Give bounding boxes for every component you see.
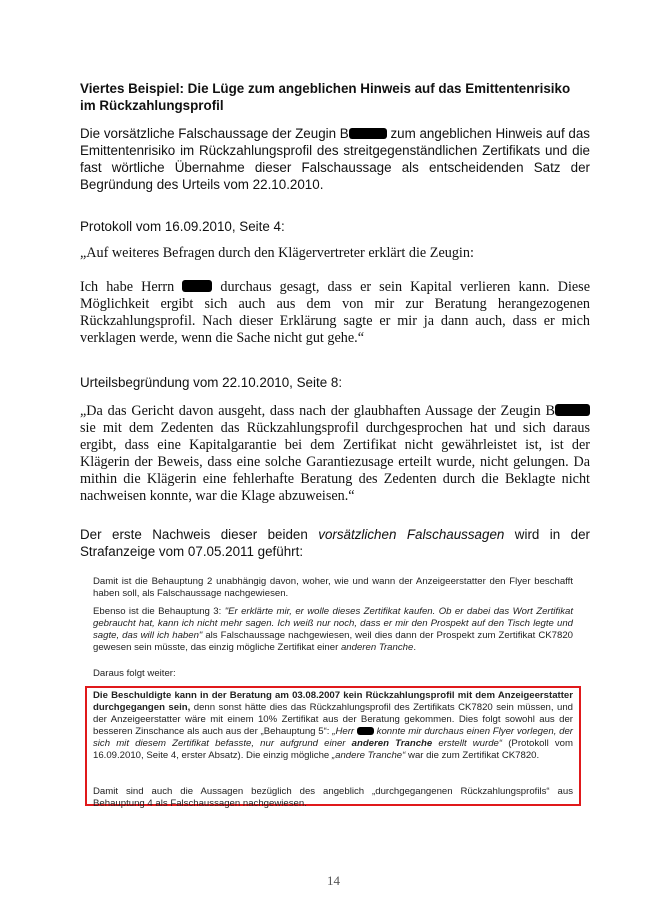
judgment-quote-end: sie mit dem Zedenten das Rückzahlungsprofil durchgesprochen hat und sich daraus ergibt, dass eine Kapitalgarantie bei dem Zertifikat nicht gewährleistet ist, ist der Klägerin der Beweis, dass eine solche Garantiezusage erteilt wurde, nicht gelungen. Da mithin die Klägerin eine fehlerhafte Beratung des Zedenten durch die Beklagte nicht nachweisen konnte, war die Klage abzuweisen.“ — [80, 420, 590, 504]
redaction-bar — [357, 727, 374, 735]
excerpt-2-tranche: anderen Tranche — [340, 642, 414, 653]
witness-quote-start: Ich habe Herrn — [80, 279, 183, 295]
redaction-bar — [555, 404, 590, 416]
excerpt-paragraph-3: Daraus folgt weiter: — [93, 668, 176, 679]
highlighted-andere-tranche: „andere Tranche“ — [331, 750, 406, 761]
excerpt-paragraph-5: Damit sind auch die Aussagen bezüglich des angeblich „durchgegangenen Rückzahlungsprofils“ aus Behauptung 4 als Falschaussagen nachgewiesen. — [93, 786, 573, 809]
intro-text-end: zum angeblichen Hinweis auf das Emittentenrisiko im Rückzahlungsprofil des streitgegenständlichen Zertifikats und die fast wörtliche Übernahme dieser Falschaussage als entscheidenden Satz der Begründung des Urteils vom 22.10.2010. — [80, 126, 590, 192]
evidence-intro-start: Der erste Nachweis dieser beiden — [80, 527, 319, 542]
excerpt-2-quote: "Er erklärte mir, er wolle dieses Zertifikat kaufen. Ob er dabei das Wort Zertifikat gebraucht hat, kann ich nicht mehr sagen. Ich weiß nur noch, dass er mir den Prospekt auf den Tisch legte und sagte, das will ich haben" — [93, 606, 573, 641]
judgment-quote-start: „Da das Gericht davon ausgeht, dass nach der glaubhaften Aussage der Zeugin B — [80, 403, 555, 419]
section-heading — [80, 80, 590, 114]
protokoll-label: Protokoll vom 16.09.2010, Seite 4: — [80, 219, 285, 234]
excerpt-paragraph-2 — [93, 606, 573, 654]
highlighted-tranche: anderen Tranche — [351, 738, 433, 749]
evidence-intro-emphasis: vorsätzlichen Falschaussagen — [318, 527, 505, 542]
evidence-intro-end: wird in der Strafanzeige vom 07.05.2011 geführt: — [80, 527, 590, 559]
highlighted-text-a: denn sonst hätte dies das Rückzahlungsprofil des Zertifikats CK7820 sein müssen, und der Anzeigeerstatter wäre mit einem 10% Zertifikat aus der Beratung gekommen. Dies folgt sowohl aus der besseren Zinschance als auch aus der „Behauptung 5“: — [93, 702, 573, 737]
evidence-intro — [80, 526, 590, 560]
redaction-bar — [349, 128, 387, 139]
highlighted-quote-middle: konnte mir durchaus einen Flyer vorlegen, der sich mit diesem Zertifikat befasste, nur aufgrund einer — [93, 726, 573, 749]
highlighted-text-c: war die zum Zertifikat CK7820. — [405, 750, 540, 761]
heading-line-2: im Rückzahlungsprofil — [80, 98, 224, 113]
excerpt-paragraph-1: Damit ist die Behauptung 2 unabhängig davon, woher, wie und wann der Anzeigeerstatter den Flyer beschafft haben soll, als Falschaussage nachgewiesen. — [93, 576, 573, 599]
quote-intro: „Auf weiteres Befragen durch den Klägervertreter erklärt die Zeugin: — [80, 245, 474, 261]
highlighted-text-b: (Protokoll vom 16.09.2010, Seite 4, erster Absatz). Die einzig mögliche — [93, 738, 574, 761]
excerpt-2-start: Ebenso ist die Behauptung 3: — [93, 606, 225, 617]
highlighted-quote-end: erstellt wurde“ — [432, 738, 503, 749]
page-number: 14 — [327, 873, 340, 888]
urteil-label: Urteilsbegründung vom 22.10.2010, Seite 8: — [80, 375, 343, 390]
intro-paragraph — [80, 125, 590, 193]
heading-line-1: Viertes Beispiel: Die Lüge zum angeblichen Hinweis auf das Emittentenrisiko — [80, 81, 571, 96]
intro-text-start: Die vorsätzliche Falschaussage der Zeugin B — [80, 126, 349, 141]
witness-quote — [80, 279, 590, 347]
excerpt-highlighted-paragraph — [93, 690, 573, 762]
redaction-bar — [182, 280, 212, 292]
excerpt-2-end: . — [413, 642, 416, 653]
excerpt-2-middle: als Falschaussage nachgewiesen, weil dies dann der Prospekt zum Zertifikat CK7820 gewesen sein müsste, das einzig mögliche Zertifikat einer — [93, 630, 574, 653]
witness-quote-end: durchaus gesagt, dass er sein Kapital verlieren kann. Diese Möglichkeit ergibt sich auch aus dem von mir zur Beratung herangezogenen Rückzahlungsprofil. Nach dieser Erklärung sagte er mir ja dann auch, dass er mich verklagen werde, wenn die Sache nicht gut gehe.“ — [80, 279, 590, 346]
judgment-quote — [80, 403, 590, 505]
highlighted-bold-claim: Die Beschuldigte kann in der Beratung am 03.08.2007 kein Rückzahlungsprofil mit dem Anzeigeerstatter durchgegangen sein, — [93, 690, 573, 713]
highlighted-quote-start: „Herr — [332, 726, 357, 737]
